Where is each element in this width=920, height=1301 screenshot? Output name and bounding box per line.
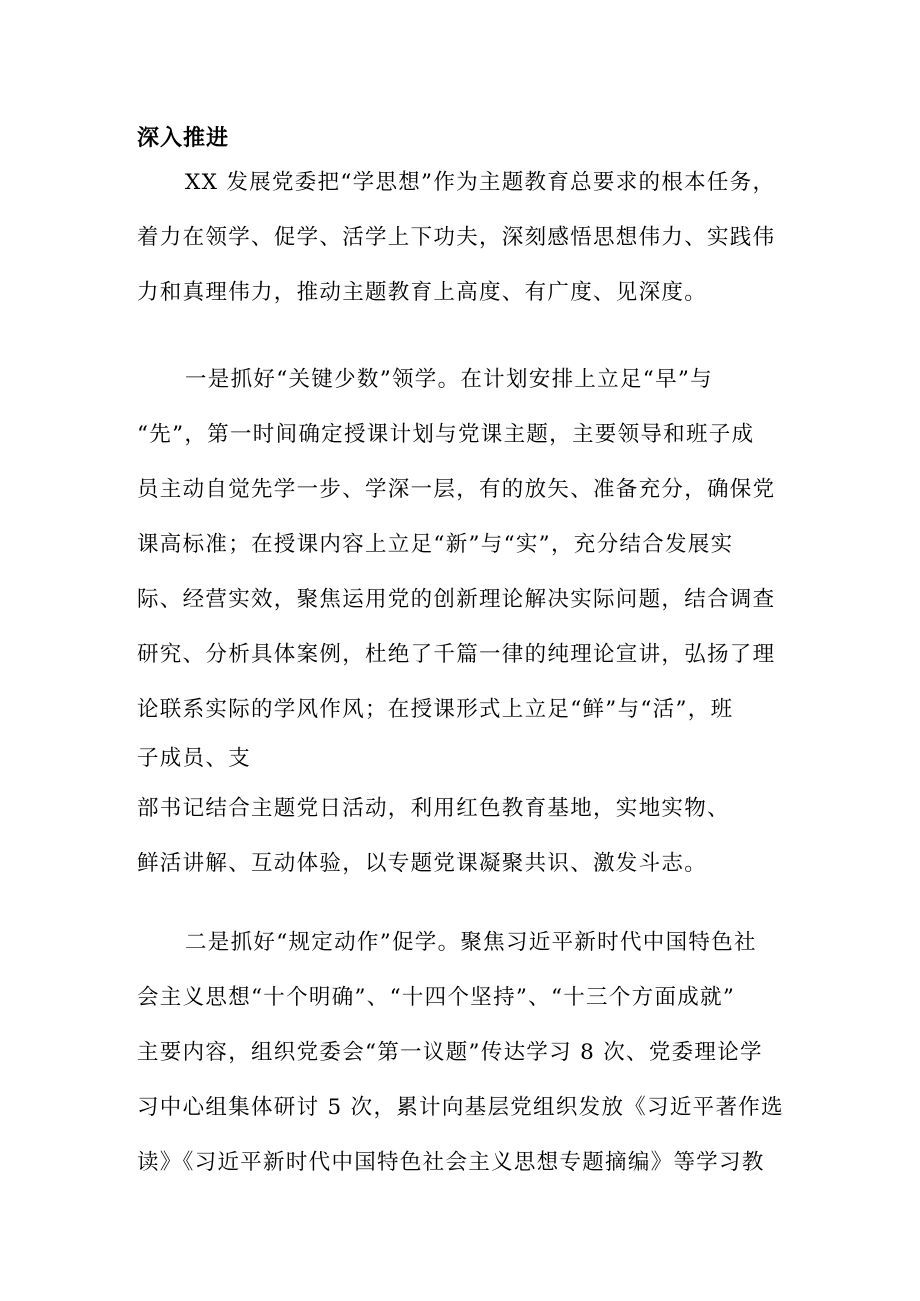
paragraph-leadership-study bbox=[137, 352, 797, 891]
text-line: 二是抓好“规定动作”促学。聚焦习近平新时代中国特色社 bbox=[185, 930, 757, 955]
paragraph-required-actions bbox=[137, 915, 797, 1190]
text-line: 主要内容，组织党委会“第一议题”传达学习 8 次、党委理论学 bbox=[137, 1040, 763, 1065]
text-line: 鲜活讲解、互动体验，以专题党课凝聚共识、激发斗志。 bbox=[137, 851, 708, 876]
section-heading: 深入推进 bbox=[137, 125, 230, 151]
paragraph-intro bbox=[137, 155, 797, 320]
text-line: 部书记结合主题党日活动，利用红色教育基地，实地实物、 bbox=[137, 796, 730, 821]
text-line: XX 发展党委把“学思想”作为主题教育总要求的根本任务， bbox=[185, 170, 776, 195]
text-line: 课高标准；在授课内容上立足“新”与“实”，充分结合发展实 bbox=[137, 532, 734, 557]
text-line: 着力在领学、促学、活学上下功夫，深刻感悟思想伟力、实践伟 bbox=[137, 225, 776, 250]
text-line: 会主义思想“十个明确”、“十四个坚持”、“十三个方面成就” bbox=[137, 985, 736, 1010]
text-line: 习中心组集体研讨 5 次，累计向基层党组织发放《习近平著作选 bbox=[137, 1095, 784, 1120]
text-line: “先”，第一时间确定授课计划与党课主题，主要领导和班子成 bbox=[137, 422, 755, 447]
text-line: 一是抓好“关键少数”领学。在计划安排上立足“早”与 bbox=[185, 367, 713, 392]
text-line: 读》《习近平新时代中国特色社会主义思想专题摘编》等学习教 bbox=[137, 1150, 765, 1175]
text-line: 论联系实际的学风作风；在授课形式上立足“鲜”与“活”，班 bbox=[137, 697, 734, 722]
text-line: 研究、分析具体案例，杜绝了千篇一律的纯理论宣讲，弘扬了理 bbox=[137, 642, 776, 667]
text-line: 际、经营实效，聚焦运用党的创新理论解决实际问题，结合调查 bbox=[137, 587, 776, 612]
text-line: 力和真理伟力，推动主题教育上高度、有广度、见深度。 bbox=[137, 280, 708, 305]
text-line: 员主动自觉先学一步、学深一层，有的放矢、准备充分，确保党 bbox=[137, 477, 776, 502]
text-line: 子成员、支 bbox=[137, 746, 252, 771]
